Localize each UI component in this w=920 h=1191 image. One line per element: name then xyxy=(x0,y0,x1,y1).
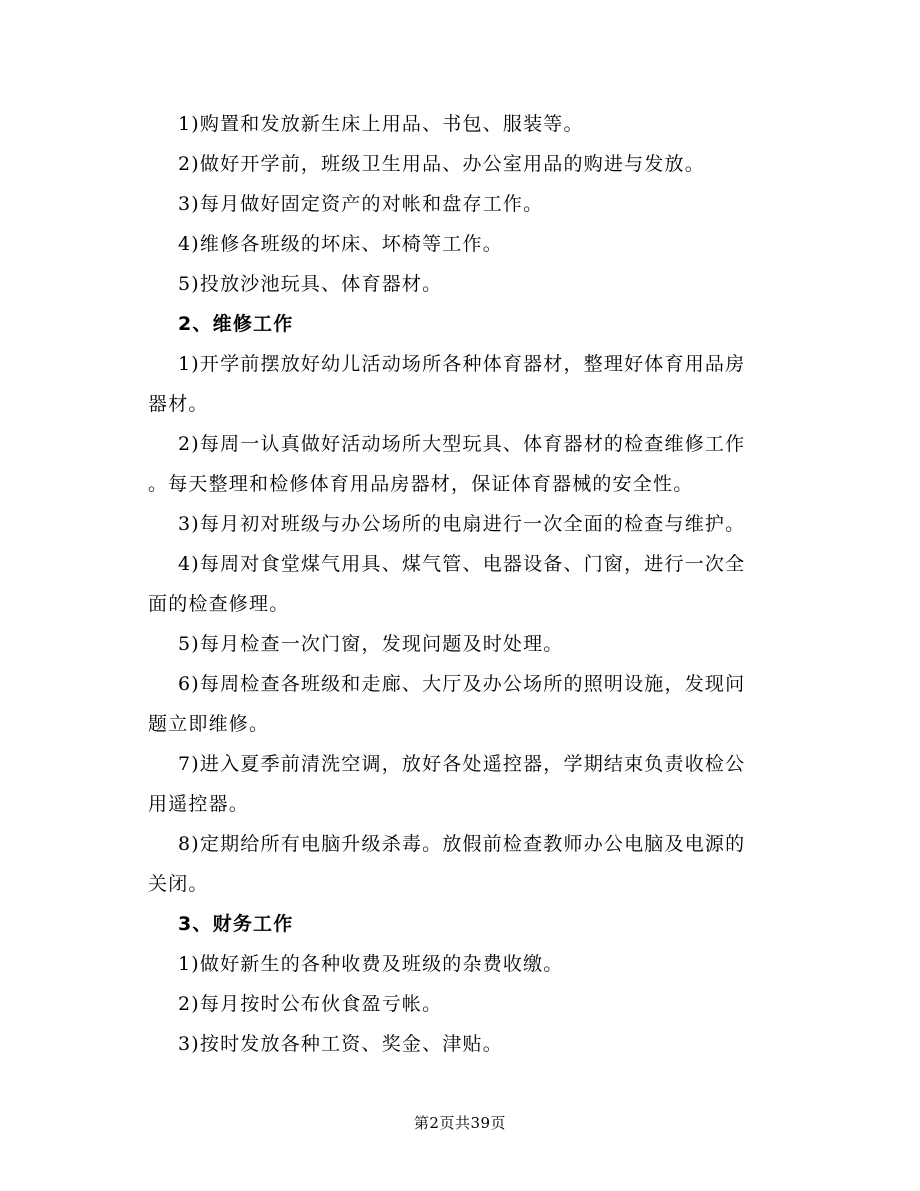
list-item: 4)维修各班级的坏床、坏椅等工作。 xyxy=(178,233,503,255)
list-item: 1)开学前摆放好幼儿活动场所各种体育器材，整理好体育用品房 xyxy=(178,353,746,375)
list-item: 5)每月检查一次门窗，发现问题及时处理。 xyxy=(178,633,564,655)
page-number-footer: 第2页共39页 xyxy=(413,1114,507,1132)
section-heading-finance: 3、财务工作 xyxy=(178,913,294,935)
list-item: 7)进入夏季前清洗空调，放好各处遥控器，学期结束负责收检公 xyxy=(178,753,746,775)
list-item: 2)每周一认真做好活动场所大型玩具、体育器材的检查维修工作 xyxy=(178,433,746,455)
list-item: 8)定期给所有电脑升级杀毒。放假前检查教师办公电脑及电源的 xyxy=(178,833,746,855)
list-item: 2)做好开学前，班级卫生用品、办公室用品的购进与发放。 xyxy=(178,153,705,175)
list-item-continuation: 用遥控器。 xyxy=(148,793,250,815)
list-item-continuation: 面的检查修理。 xyxy=(148,593,290,615)
list-item: 6)每周检查各班级和走廊、大厅及办公场所的照明设施，发现问 xyxy=(178,673,746,695)
list-item: 3)按时发放各种工资、奖金、津贴。 xyxy=(178,1033,503,1055)
list-item: 3)每月初对班级与办公场所的电扇进行一次全面的检查与维护。 xyxy=(178,513,746,535)
list-item: 3)每月做好固定资产的对帐和盘存工作。 xyxy=(178,193,544,215)
list-item: 4)每周对食堂煤气用具、煤气管、电器设备、门窗，进行一次全 xyxy=(178,553,746,575)
list-item: 1)购置和发放新生床上用品、书包、服装等。 xyxy=(178,113,584,135)
list-item-continuation: 。每天整理和检修体育用品房器材，保证体育器械的安全性。 xyxy=(148,473,694,495)
list-item-continuation: 关闭。 xyxy=(148,873,209,895)
list-item: 1)做好新生的各种收费及班级的杂费收缴。 xyxy=(178,953,564,975)
list-item: 5)投放沙池玩具、体育器材。 xyxy=(178,273,443,295)
section-heading-maintenance: 2、维修工作 xyxy=(178,313,294,335)
list-item: 2)每月按时公布伙食盈亏帐。 xyxy=(178,993,443,1015)
list-item-continuation: 题立即维修。 xyxy=(148,713,270,735)
document-body xyxy=(148,104,778,1064)
list-item-continuation: 器材。 xyxy=(148,393,209,415)
